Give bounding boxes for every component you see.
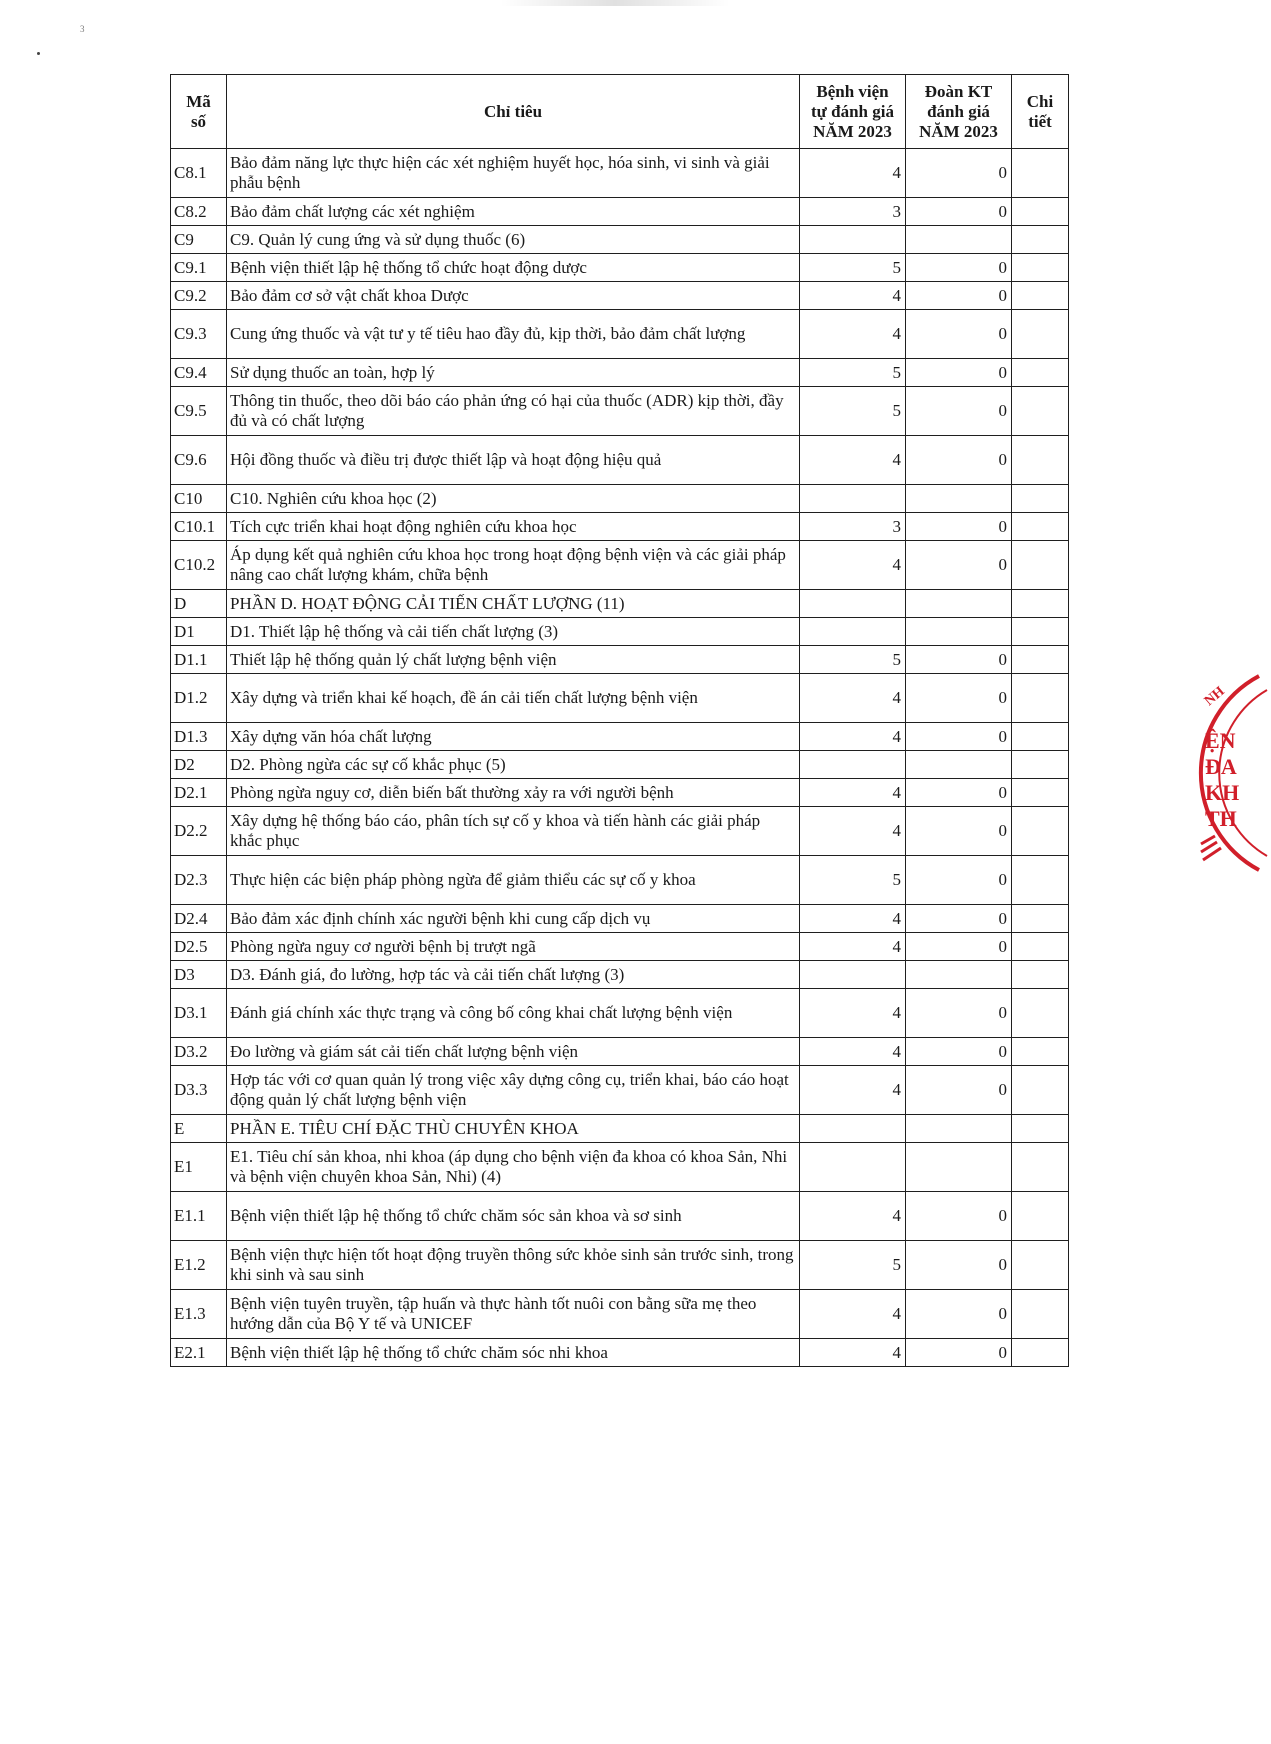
row-detail (1012, 779, 1069, 807)
row-self-score (800, 751, 906, 779)
row-detail (1012, 646, 1069, 674)
row-criterion: Bệnh viện thiết lập hệ thống tổ chức hoạt động dược (227, 254, 800, 282)
row-self-score (800, 1143, 906, 1192)
svg-text:ĐA: ĐA (1205, 754, 1237, 779)
table-row (171, 807, 1069, 856)
row-audit-score: 0 (906, 387, 1012, 436)
row-detail (1012, 856, 1069, 905)
row-code: C9.1 (171, 254, 227, 282)
row-criterion: Bệnh viện tuyên truyền, tập huấn và thực hành tốt nuôi con bằng sữa mẹ theo hướng dẫn của Bộ Y tế và UNICEF (227, 1290, 800, 1339)
row-criterion: Xây dựng văn hóa chất lượng (227, 723, 800, 751)
row-self-score: 5 (800, 387, 906, 436)
row-code: D1.3 (171, 723, 227, 751)
row-criterion: Đo lường và giám sát cải tiến chất lượng bệnh viện (227, 1038, 800, 1066)
row-detail (1012, 541, 1069, 590)
row-code: C8.1 (171, 149, 227, 198)
row-detail (1012, 1066, 1069, 1115)
row-criterion: Hội đồng thuốc và điều trị được thiết lập và hoạt động hiệu quả (227, 436, 800, 485)
header-code: Mã số (171, 75, 227, 149)
row-code: D1.1 (171, 646, 227, 674)
row-self-score: 5 (800, 254, 906, 282)
row-audit-score: 0 (906, 905, 1012, 933)
svg-text:TH: TH (1205, 806, 1237, 831)
table-row (171, 1339, 1069, 1367)
row-audit-score: 0 (906, 856, 1012, 905)
row-criterion: C10. Nghiên cứu khoa học (2) (227, 485, 800, 513)
header-self-assessment: Bệnh viện tự đánh giá NĂM 2023 (800, 75, 906, 149)
row-code: E1.3 (171, 1290, 227, 1339)
row-code: D1 (171, 618, 227, 646)
row-detail (1012, 1192, 1069, 1241)
header-audit-assessment: Đoàn KT đánh giá NĂM 2023 (906, 75, 1012, 149)
row-self-score (800, 226, 906, 254)
row-criterion: Cung ứng thuốc và vật tư y tế tiêu hao đầy đủ, kịp thời, bảo đảm chất lượng (227, 310, 800, 359)
row-code: E2.1 (171, 1339, 227, 1367)
row-self-score: 5 (800, 856, 906, 905)
row-self-score: 5 (800, 359, 906, 387)
row-audit-score: 0 (906, 779, 1012, 807)
table-row (171, 961, 1069, 989)
table-row (171, 1038, 1069, 1066)
row-criterion: Xây dựng hệ thống báo cáo, phân tích sự cố y khoa và tiến hành các giải pháp khắc phục (227, 807, 800, 856)
row-self-score: 4 (800, 436, 906, 485)
table-row (171, 485, 1069, 513)
row-self-score: 4 (800, 310, 906, 359)
row-audit-score: 0 (906, 933, 1012, 961)
row-code: C10.2 (171, 541, 227, 590)
row-criterion: Bệnh viện thiết lập hệ thống tổ chức chăm sóc sản khoa và sơ sinh (227, 1192, 800, 1241)
svg-text:ỆN: ỆN (1205, 728, 1236, 753)
row-self-score: 4 (800, 282, 906, 310)
table-row (171, 513, 1069, 541)
row-audit-score: 0 (906, 1339, 1012, 1367)
row-audit-score (906, 485, 1012, 513)
row-audit-score: 0 (906, 282, 1012, 310)
table-row (171, 282, 1069, 310)
table-row (171, 856, 1069, 905)
table-row (171, 254, 1069, 282)
row-detail (1012, 1143, 1069, 1192)
row-code: C9.5 (171, 387, 227, 436)
row-audit-score: 0 (906, 513, 1012, 541)
row-criterion: PHẦN E. TIÊU CHÍ ĐẶC THÙ CHUYÊN KHOA (227, 1115, 800, 1143)
row-self-score: 4 (800, 1038, 906, 1066)
table-row (171, 1241, 1069, 1290)
svg-text:KH: KH (1205, 780, 1240, 805)
row-detail (1012, 254, 1069, 282)
row-audit-score: 0 (906, 674, 1012, 723)
table-row (171, 1192, 1069, 1241)
row-self-score (800, 961, 906, 989)
table-row (171, 226, 1069, 254)
table-row (171, 989, 1069, 1038)
row-self-score: 4 (800, 723, 906, 751)
row-detail (1012, 359, 1069, 387)
row-audit-score: 0 (906, 646, 1012, 674)
row-code: D2 (171, 751, 227, 779)
row-detail (1012, 751, 1069, 779)
row-criterion: Bảo đảm cơ sở vật chất khoa Dược (227, 282, 800, 310)
row-self-score: 5 (800, 646, 906, 674)
scan-artifact (500, 0, 730, 6)
row-self-score (800, 618, 906, 646)
row-audit-score (906, 1143, 1012, 1192)
row-criterion: Đánh giá chính xác thực trạng và công bố công khai chất lượng bệnh viện (227, 989, 800, 1038)
row-criterion: C9. Quản lý cung ứng và sử dụng thuốc (6) (227, 226, 800, 254)
table-row (171, 1066, 1069, 1115)
row-detail (1012, 989, 1069, 1038)
row-self-score (800, 590, 906, 618)
row-code: C9.6 (171, 436, 227, 485)
row-self-score: 4 (800, 905, 906, 933)
header-row (171, 75, 1069, 149)
row-detail (1012, 513, 1069, 541)
row-detail (1012, 674, 1069, 723)
red-stamp (1175, 668, 1271, 878)
row-audit-score: 0 (906, 436, 1012, 485)
row-criterion: Phòng ngừa nguy cơ, diễn biến bất thường xảy ra với người bệnh (227, 779, 800, 807)
row-audit-score (906, 1115, 1012, 1143)
row-self-score: 4 (800, 1192, 906, 1241)
row-audit-score: 0 (906, 1038, 1012, 1066)
row-self-score: 4 (800, 674, 906, 723)
row-criterion: Tích cực triển khai hoạt động nghiên cứu khoa học (227, 513, 800, 541)
row-criterion: Thông tin thuốc, theo dõi báo cáo phản ứng có hại của thuốc (ADR) kịp thời, đầy đủ và có chất lượng (227, 387, 800, 436)
row-criterion: D1. Thiết lập hệ thống và cải tiến chất lượng (3) (227, 618, 800, 646)
row-self-score: 4 (800, 989, 906, 1038)
row-code: E1 (171, 1143, 227, 1192)
row-detail (1012, 807, 1069, 856)
table-row (171, 387, 1069, 436)
row-detail (1012, 590, 1069, 618)
row-code: E1.1 (171, 1192, 227, 1241)
table-row (171, 674, 1069, 723)
table-row (171, 723, 1069, 751)
row-self-score: 5 (800, 1241, 906, 1290)
row-code: D3 (171, 961, 227, 989)
row-criterion: Bảo đảm năng lực thực hiện các xét nghiệm huyết học, hóa sinh, vi sinh và giải phẫu bệnh (227, 149, 800, 198)
row-audit-score (906, 961, 1012, 989)
page-mark: 3 (80, 24, 85, 34)
row-audit-score: 0 (906, 198, 1012, 226)
row-code: D2.1 (171, 779, 227, 807)
table-row (171, 933, 1069, 961)
row-detail (1012, 933, 1069, 961)
row-code: D2.5 (171, 933, 227, 961)
row-detail (1012, 198, 1069, 226)
row-audit-score: 0 (906, 541, 1012, 590)
row-audit-score: 0 (906, 1066, 1012, 1115)
row-self-score: 4 (800, 1290, 906, 1339)
row-detail (1012, 485, 1069, 513)
row-detail (1012, 1241, 1069, 1290)
row-code: C9.4 (171, 359, 227, 387)
row-criterion: Xây dựng và triển khai kế hoạch, đề án cải tiến chất lượng bệnh viện (227, 674, 800, 723)
header-detail: Chi tiết (1012, 75, 1069, 149)
row-self-score: 4 (800, 779, 906, 807)
row-self-score: 4 (800, 149, 906, 198)
row-detail (1012, 282, 1069, 310)
row-criterion: E1. Tiêu chí sản khoa, nhi khoa (áp dụng cho bệnh viện đa khoa có khoa Sản, Nhi và bệnh viện chuyên khoa Sản, Nhi) (4) (227, 1143, 800, 1192)
row-code: D3.2 (171, 1038, 227, 1066)
evaluation-table (170, 74, 1069, 1367)
row-self-score: 3 (800, 513, 906, 541)
table-row (171, 1115, 1069, 1143)
row-code: C9 (171, 226, 227, 254)
row-detail (1012, 436, 1069, 485)
row-self-score: 3 (800, 198, 906, 226)
row-self-score: 4 (800, 541, 906, 590)
row-audit-score (906, 751, 1012, 779)
row-code: E1.2 (171, 1241, 227, 1290)
row-detail (1012, 961, 1069, 989)
table-row (171, 359, 1069, 387)
table-row (171, 905, 1069, 933)
table-row (171, 436, 1069, 485)
row-audit-score: 0 (906, 359, 1012, 387)
row-audit-score: 0 (906, 807, 1012, 856)
svg-text:NH: NH (1201, 684, 1228, 710)
table-row (171, 310, 1069, 359)
row-code: C9.3 (171, 310, 227, 359)
row-criterion: Sử dụng thuốc an toàn, hợp lý (227, 359, 800, 387)
row-audit-score (906, 590, 1012, 618)
row-criterion: Hợp tác với cơ quan quản lý trong việc xây dựng công cụ, triển khai, báo cáo hoạt động quản lý chất lượng bệnh viện (227, 1066, 800, 1115)
row-self-score: 4 (800, 1339, 906, 1367)
row-audit-score: 0 (906, 989, 1012, 1038)
table-row (171, 1143, 1069, 1192)
row-detail (1012, 723, 1069, 751)
row-criterion: Bệnh viện thiết lập hệ thống tổ chức chăm sóc nhi khoa (227, 1339, 800, 1367)
row-audit-score: 0 (906, 1241, 1012, 1290)
table-row (171, 590, 1069, 618)
row-self-score (800, 485, 906, 513)
table-body (171, 149, 1069, 1367)
row-self-score: 4 (800, 933, 906, 961)
row-criterion: Thiết lập hệ thống quản lý chất lượng bệnh viện (227, 646, 800, 674)
row-code: C10 (171, 485, 227, 513)
row-criterion: Bảo đảm chất lượng các xét nghiệm (227, 198, 800, 226)
row-detail (1012, 310, 1069, 359)
row-detail (1012, 1038, 1069, 1066)
row-code: D3.3 (171, 1066, 227, 1115)
row-self-score (800, 1115, 906, 1143)
row-audit-score: 0 (906, 149, 1012, 198)
row-detail (1012, 618, 1069, 646)
table-row (171, 618, 1069, 646)
row-criterion: D2. Phòng ngừa các sự cố khắc phục (5) (227, 751, 800, 779)
row-self-score: 4 (800, 1066, 906, 1115)
table-row (171, 751, 1069, 779)
row-code: D2.4 (171, 905, 227, 933)
row-audit-score (906, 618, 1012, 646)
table-row (171, 1290, 1069, 1339)
table-row (171, 646, 1069, 674)
row-detail (1012, 226, 1069, 254)
row-audit-score: 0 (906, 310, 1012, 359)
table-row (171, 779, 1069, 807)
row-criterion: PHẦN D. HOẠT ĐỘNG CẢI TIẾN CHẤT LƯỢNG (11) (227, 590, 800, 618)
table-row (171, 198, 1069, 226)
row-criterion: Bệnh viện thực hiện tốt hoạt động truyền thông sức khỏe sinh sản trước sinh, trong khi sinh và sau sinh (227, 1241, 800, 1290)
table-row (171, 541, 1069, 590)
row-audit-score: 0 (906, 1192, 1012, 1241)
row-detail (1012, 905, 1069, 933)
row-criterion: Thực hiện các biện pháp phòng ngừa để giảm thiểu các sự cố y khoa (227, 856, 800, 905)
row-audit-score (906, 226, 1012, 254)
row-code: C10.1 (171, 513, 227, 541)
row-code: D2.3 (171, 856, 227, 905)
row-audit-score: 0 (906, 254, 1012, 282)
scan-dot (37, 52, 40, 55)
row-code: D2.2 (171, 807, 227, 856)
header-criterion: Chỉ tiêu (227, 75, 800, 149)
row-audit-score: 0 (906, 1290, 1012, 1339)
row-detail (1012, 1290, 1069, 1339)
row-detail (1012, 387, 1069, 436)
row-criterion: Phòng ngừa nguy cơ người bệnh bị trượt ngã (227, 933, 800, 961)
row-code: C9.2 (171, 282, 227, 310)
table-row (171, 149, 1069, 198)
row-detail (1012, 149, 1069, 198)
row-code: D1.2 (171, 674, 227, 723)
row-code: D3.1 (171, 989, 227, 1038)
row-detail (1012, 1339, 1069, 1367)
row-criterion: D3. Đánh giá, đo lường, hợp tác và cải tiến chất lượng (3) (227, 961, 800, 989)
row-self-score: 4 (800, 807, 906, 856)
row-code: E (171, 1115, 227, 1143)
row-code: C8.2 (171, 198, 227, 226)
row-criterion: Áp dụng kết quả nghiên cứu khoa học trong hoạt động bệnh viện và các giải pháp nâng cao chất lượng khám, chữa bệnh (227, 541, 800, 590)
row-detail (1012, 1115, 1069, 1143)
row-audit-score: 0 (906, 723, 1012, 751)
row-criterion: Bảo đảm xác định chính xác người bệnh khi cung cấp dịch vụ (227, 905, 800, 933)
row-code: D (171, 590, 227, 618)
